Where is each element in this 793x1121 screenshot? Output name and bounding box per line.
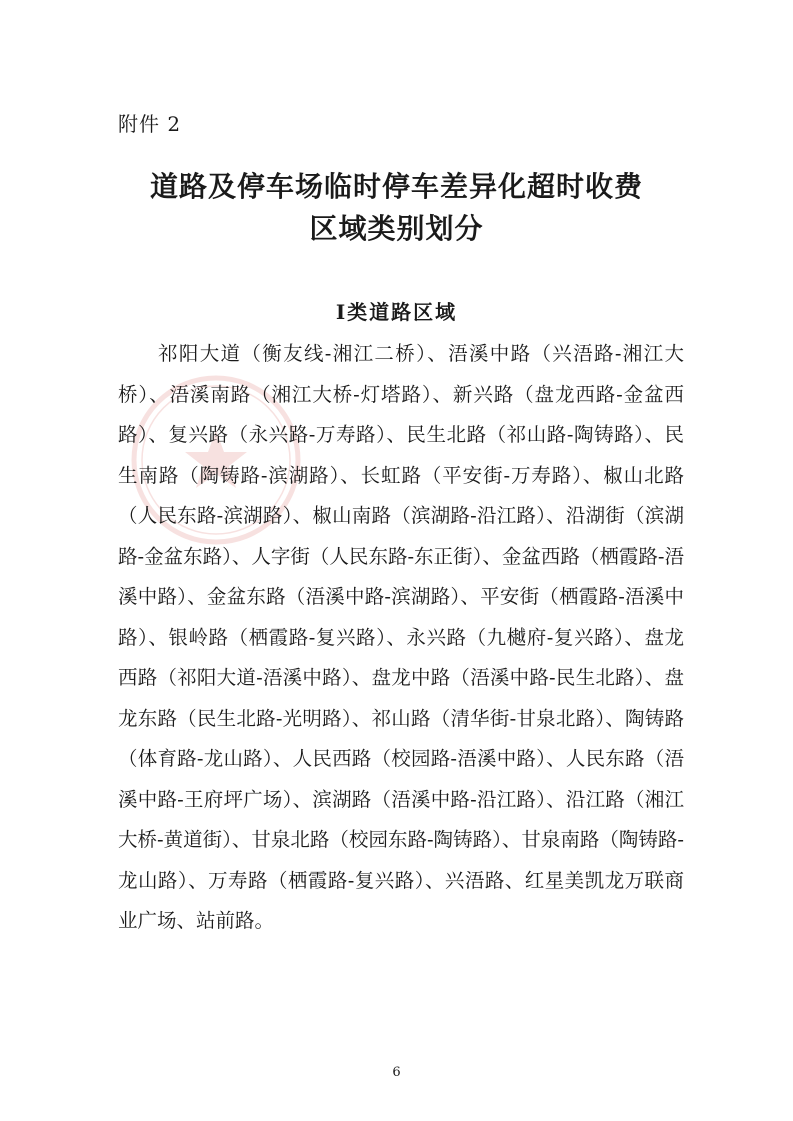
road-list-paragraph: 祁阳大道（衡友线-湘江二桥）、浯溪中路（兴浯路-湘江大桥）、浯溪南路（湘江大桥-灯塔路）、新兴路（盘龙西路-金盆西路）、复兴路（永兴路-万寿路）、民生北路（祁山路-陶铸路）、民生南路（陶铸路-滨湖路）、长虹路（平安街-万寿路）、椒山北路（人民东路-滨湖路）、椒山南路（滨湖路-沿江路）、沿湖街（滨湖路-金盆东路）、人字街（人民东路-东正街）、金盆西路（栖霞路-浯溪中路）、金盆东路（浯溪中路-滨湖路）、平安街（栖霞路-浯溪中路）、银岭路（栖霞路-复兴路）、永兴路（九樾府-复兴路）、盘龙西路（祁阳大道-浯溪中路）、盘龙中路（浯溪中路-民生北路）、盘龙东路（民生北路-光明路）、祁山路（清华街-甘泉北路）、陶铸路（体育路-龙山路）、人民西路（校园路-浯溪中路）、人民东路（浯溪中路-王府坪广场）、滨湖路（浯溪中路-沿江路）、沿江路（湘江大桥-黄道街）、甘泉北路（校园东路-陶铸路）、甘泉南路（陶铸路-龙山路）、万寿路（栖霞路-复兴路）、兴浯路、红星美凯龙万联商业广场、站前路。 (118, 342, 684, 932)
attachment-label: 附件 2 (118, 112, 182, 136)
document-title-line-2: 区域类别划分 (309, 212, 484, 245)
page-number: 6 (392, 1065, 401, 1080)
document-title-line-1: 道路及停车场临时停车差异化超时收费 (149, 170, 643, 203)
section-heading: Ⅰ类道路区域 (335, 300, 458, 324)
document-title (0, 166, 793, 250)
